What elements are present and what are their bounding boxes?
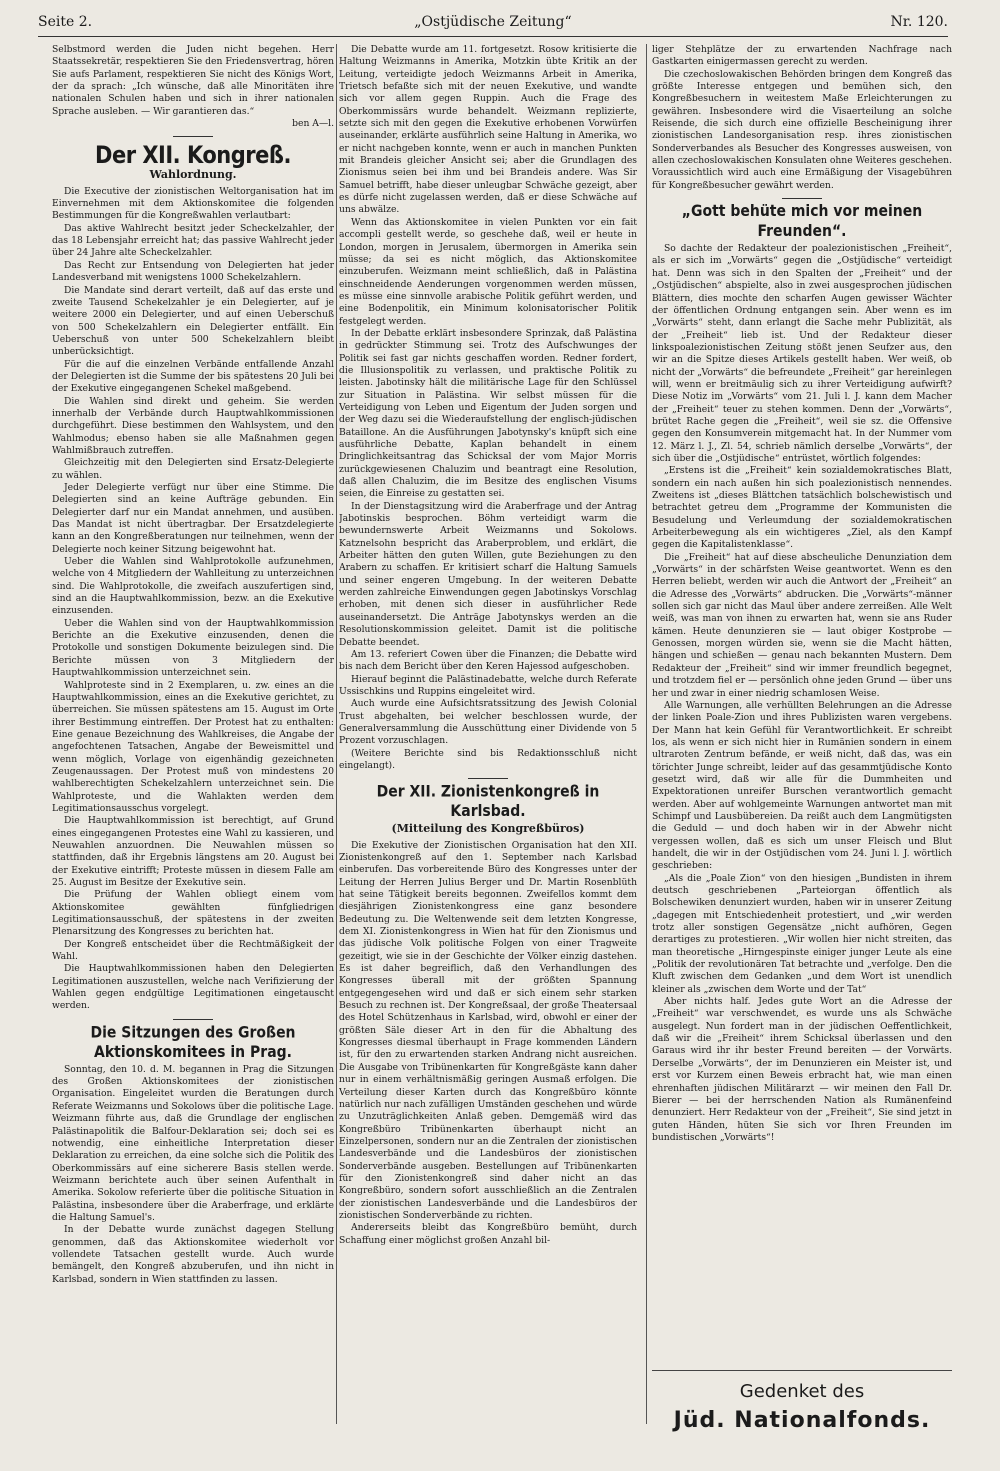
author-signature: ben A—l.: [292, 118, 334, 130]
divider: [173, 136, 213, 137]
headline-karlsbad-congress: Der XII. Zionistenkongreß in Karlsbad.: [376, 782, 600, 821]
paragraph: Die Executive der zionistischen Weltorganisation hat im Einvernehmen mit dem Aktionskomitee die folgenden Bestimmungen für die Kongreßwahlen verlautbart:: [52, 185, 334, 222]
paragraph: Hierauf beginnt die Palästinadebatte, welche durch Referate Ussischkins und Ruppins eingeleitet wird.: [339, 673, 637, 697]
paragraph: (Weitere Berichte sind bis Redaktionsschluß nicht eingelangt).: [339, 747, 637, 771]
paragraph: Ueber die Wahlen sind von der Hauptwahlkommission Berichte an die Exekutive einzusenden, denen die Protokolle und sonstigen Dokumente beizulegen sind. Die Berichte müssen von 3 Mitgliedern der Hauptwahlkommission unterzeichnet sein.: [52, 617, 334, 679]
divider: [782, 198, 822, 199]
advertisement-national-fund: [652, 1370, 952, 1443]
issue-number: Nr. 120.: [890, 14, 948, 30]
paragraph: „Erstens ist die „Freiheit“ kein sozialdemokratisches Blatt, sondern ein nach außen hin sich poalezionistisch nennendes. Zweitens ist „dieses Blättchen tatsächlich bolschewistisch und betrachtet getreu dem „Programme der Kommunisten die Besudelung und Verleumdung der sozialdemokratischen Arbeiterbewegung als ein wichtigeres „Ziel, als den Kampf gegen die Kapitalistenklasse“.: [652, 465, 952, 551]
paragraph: Wenn das Aktionskomitee in vielen Punkten vor ein fait accompli gestellt werde, so geschehe daß, weil er heute in London, morgen in Jerusalem, übermorgen in Amerika sein müsse; da sei es nicht möglich, das Aktionskomitee einzuberufen. Weizmann meint schließlich, daß in Palästina einschneidende Aenderungen vorgenommen werden müssen, es müsse eine sinnvolle arabische Politik geführt werden, und eine Bodenpolitik, ein Minimum kolonisatorischer Politik festgelegt werden.: [339, 216, 637, 327]
paragraph: Die Debatte wurde am 11. fortgesetzt. Rosow kritisierte die Haltung Weizmanns in Amerika, Motzkin übte Kritik an der Leitung, verteidigte jedoch Weizmanns Arbeit in Amerika, Trietsch befaßte sich mit der neuen Exekutive, und wandte sich vor allem gegen Ruppin. Auch die Frage des Oberkommissärs wurde behandelt. Weizmann replizierte, setzte sich mit den gegen die Exekutive erhobenen Vorwürfen auseinander, erklärte ausführlich seine Haltung in Amerika, wo er nicht nachgeben konnte, wenn er auch in manchen Punkten mit Brandeis gleicher Ansicht sei; aber die Grundlagen des Zionismus seien bei ihm und bei Brandeis andere. Was Sir Samuel betrifft, habe dieser unleugbar Schwäche gezeigt, aber es dürfe nicht zugelassen werden, daß er diese Schwäche auf uns abwälze.: [339, 44, 637, 216]
paragraph: Andererseits bleibt das Kongreßbüro bemüht, durch Schaffung einer möglichst großen Anzahl bil-: [339, 1222, 637, 1246]
column-divider: [646, 44, 647, 1424]
paragraph: Auch wurde eine Aufsichtsratssitzung des Jewish Colonial Trust abgehalten, bei welcher beschlossen wurde, der Generalversammlung die Ausschüttung einer Dividende von 5 Prozent vorzuschlagen.: [339, 698, 637, 747]
paragraph: Am 13. referiert Cowen über die Finanzen; die Debatte wird bis nach dem Bericht über den Keren Hajessod aufgeschoben.: [339, 648, 637, 673]
column-2: [339, 44, 637, 1454]
paragraph: Ueber die Wahlen sind Wahlprotokolle aufzunehmen, welche von 4 Mitgliedern der Wahlleitung zu unterzeichnen sind. Die Wahlprotokolle, die zweifach auszufertigen sind, sind an die Hauptwahlkommission, bezw. an die Exekutive einzusenden.: [52, 556, 334, 617]
column-3: [652, 44, 952, 1362]
paragraph: Aber nichts half. Jedes gute Wort an die Adresse der „Freiheit“ war verschwendet, es wurde uns als Schwäche ausgelegt. Nun fordert man in der jüdischen Oeffentlichkeit, daß wir die „Freiheit“ ihrem Schicksal überlassen und den Garaus wird ihr ihr bester Freund bereiten — der Vorwärts. Derselbe „Vorwärts“, der im Denunzieren ein Meister ist, und erst vor Kurzem einen Beweis erbracht hat, wie man einen ehrenhaften jüdischen Militärarzt — wir meinen den Fall Dr. Bierer — bei der herrschenden Nation als Rumänenfeind denunziert. Herr Redakteur von der „Freiheit“, Sie sind jetzt in guten Händen, hüten Sie sich vor Ihren Freunden im bundistischen „Vorwärts“!: [652, 996, 952, 1143]
article-text: Selbstmord werden die Juden nicht begehen. Herr Staatssekretär, respektieren Sie den Friedensvertrag, hören Sie aufs Parlament, respektieren Sie nicht des Königs Wort, der da sprach: „Ich wünsche, daß alle Minoritäten ihre nationalen Schulen haben und sich in ihrer nationalen Sprache ausleben. — Wir garantieren das.“: [52, 44, 334, 117]
paragraph: Sonntag, den 10. d. M. begannen in Prag die Sitzungen des Großen Aktionskomitees der zionistischen Organisation. Eingeleitet wurden die Beratungen durch Referate Weizmanns und Sokolows über die politische Lage. Weizmann führte aus, daß die Grundlage der englischen Palästinapolitik die Balfour-Deklaration sei; doch sei es notwendig, eine einheitliche Interpretation dieser Deklaration zu erreichen, da eine solche sich die Politik des Oberkommissärs auf eine sicherere Basis stellen werde. Weizmann berichtete auch über seinen Aufenthalt in Amerika. Sokolow referierte über die politische Situation in Palästina, insbesondere über die Araberfrage, und erklärte die Haltung Samuel's.: [52, 1063, 334, 1223]
ad-line-2: Jüd. Nationalfonds.: [673, 1408, 931, 1433]
headline-congress: Der XII. Kongreß.: [95, 141, 291, 170]
paragraph: In der Debatte erklärt insbesondere Sprinzak, daß Palästina in gedrückter Stimmung sei. Trotz des Aufschwunges der Politik sei fast gar nichts geschaffen worden. Redner fordert, die Illusionspolitik zu verlassen, und praktische Politik zu leisten. Jabotinsky hält die militärische Lage für den Schlüssel zur Situation in Palästina. Wir selbst müssen für die Verteidigung von Leben und Eigentum der Juden sorgen und der Weg dazu sei die Wiederaufstellung der englisch-jüdischen Bataillone. An die Ausführungen Jabotynsky's knüpft sich eine ausführliche Debatte, Kaplan behandelt in einem Dringlichkeitsantrag das Schicksal der vom Major Morris zurückgewiesenen Chaluzim und beantragt eine Resolution, daß allen Chaluzim, die im Besitze des englischen Visums seien, die Einreise zu gestatten sei.: [339, 327, 637, 500]
paragraph: „Als die „Poale Zion“ von den hiesigen „Bundisten in ihrem deutsch geschriebenen „Parteiorgan öffentlich als Bolschewiken denunziert wurden, haben wir in unserer Zeitung „dagegen mit Entschiedenheit protestiert, und „wir werden trotz aller sonstigen Gegensätze „nicht aufhören, Gegen derartiges zu protestieren. „Wir wollen hier nicht streiten, das man theoretische „Hirngespinste einiger junger Leute als eine „Politik der revolutionären Tat betrachte und „verfolge. Den die Kluft zwischen dem Gedanken „und dem Wort ist unendlich kleiner als „zwischen dem Worte und der Tat“: [652, 872, 952, 995]
column-divider: [336, 44, 337, 1424]
paragraph: Die Prüfung der Wahlen obliegt einem vom Aktionskomitee gewählten fünfgliedrigen Legitimationsausschuß, der spätestens in der zweiten Plenarsitzung des Kongresses zu berichten hat.: [52, 889, 334, 938]
paragraph: Die Wahlen sind direkt und geheim. Sie werden innerhalb der Verbände durch Hauptwahlkommissionen durchgeführt. Diese bestimmen den Wahlsystem, und den Wahlmodus; ebenso haben sie alle Maßnahmen gegen Wahlmißbrauch zutreffen.: [52, 395, 334, 456]
headline-action-committee: Die Sitzungen des Großen Aktionskomitees in Prag.: [90, 1023, 296, 1062]
paragraph: Der Kongreß entscheidet über die Rechtmäßigkeit der Wahl.: [52, 938, 334, 963]
paragraph: Gleichzeitig mit den Delegierten sind Ersatz-Delegierte zu wählen.: [52, 457, 334, 481]
paragraph: liger Stehplätze der zu erwartenden Nachfrage nach Gastkarten einigermassen gerecht zu werden.: [652, 44, 952, 68]
paragraph: Die Mandate sind derart verteilt, daß auf das erste und zweite Tausend Schekelzahler je ein Delegierter, auf je weitere 2000 ein Delegierter, und auf einen Ueberschuß von 500 Schekelzahlern ein Delegierter entfällt. Ein Ueberschuß von unter 500 Schekelzahlern bleibt unberücksichtigt.: [52, 284, 334, 358]
paragraph: Wahlproteste sind in 2 Exemplaren, u. zw. eines an die Hauptwahlkommission, eines an die Exekutive gerichtet, zu überreichen. Sie müssen spätestens am 15. August im Orte ihrer Bestimmung eintreffen. Der Protest hat zu enthalten: Eine genaue Bezeichnung des Wahlkreises, die Angabe der angefochtenen Tatsachen, Angabe der Beweismittel und wenn möglich, Vorlage von eigenhändig gezeichneten Zeugenaussagen. Der Protest muß von mindestens 20 wahlberechtigten Schekelzahlern unterzeichnet sein. Die Wahlproteste, und die Wahlakten werden dem Legitimationsausschus vorgelegt.: [52, 679, 334, 814]
paragraph: Die Exekutive der Zionistischen Organisation hat den XII. Zionistenkongreß auf den 1. September nach Karlsbad einberufen. Das vorbereitende Büro des Kongresses unter der Leitung der Herren Julius Berger und Dr. Martin Rosenblüth hat seine Tätigkeit bereits begonnen. Zweifellos kommt dem diesjährigen Zionistenkongress eine ganz besondere Bedeutung zu. Die Weltenwende seit dem letzten Kongresse, dem XI. Zionistenkongress in Wien hat für den Zionismus und das jüdische Volk politische Folgen von einer Tragweite gezeitigt, wie sie in der Geschichte der Völker einzig dastehen. Es ist daher begreiflich, daß den Verhandlungen des Kongresses überall mit der größten Spannung entgegengesehen wird und daß er sich einem sehr starken Besuch zu rechnen ist. Der Kongreßsaal, der große Theatersaal des Hotel Schützenhaus in Karlsbad, wird, obwohl er einer der größten Säle dieser Art in den für die Abhaltung des Kongresses diesmal überhaupt in Frage kommenden Ländern ist, für den zu erwartenden starken Andrang nicht ausreichen. Die Ausgabe von Tribünenkarten für Kongreßgäste kann daher nur in einem verhältnismäßig geringen Ausmaß erfolgen. Die Verteilung dieser Karten durch das Kongreßbüro könnte natürlich nur nach zufälligen Umständen geschehen und würde zu Unzuträglichkeiten Anlaß geben. Demgemäß wird das Kongreßbüro Tribünenkarten überhaupt nicht an Einzelpersonen, sondern nur an die Zentralen der zionistischen Landesverbände und die Landesbüros der zionistischen Sonderverbände ausgeben. Bestellungen auf Tribünenkarten für den Zionistenkongreß sind daher nicht an das Kongreßbüro, sondern sofort ausschließlich an die Zentralen der zionistischen Landesverbände und die Landesbüros der zionistischen Sonderverbände zu richten.: [339, 839, 637, 1221]
paragraph: Die czechoslowakischen Behörden bringen dem Kongreß das größte Interesse entgegen und bemühen sich, den Kongreßbesuchern in weitestem Maße Erleichterungen zu gewähren. Insbesondere wird die Visaerteilung an solche Reisende, die sich durch eine offizielle Bescheinigung ihrer zionistischen Landesorganisation resp. ihres zionistischen Sonderverbandes als Besucher des Kongresses ausweisen, von allen czechoslowakischen Konsulaten ohne Weiteres geschehen. Voraussichtlich wird auch eine Ermäßigung der Visagebühren für Kongreßbesucher gewährt werden.: [652, 68, 952, 191]
paragraph: Für die auf die einzelnen Verbände entfallende Anzahl der Delegierten ist die Summe der bis spätestens 20 Juli bei der Exekutive eingegangenen Schekel maßgebend.: [52, 358, 334, 395]
paragraph: Alle Warnungen, alle verhüllten Belehrungen an die Adresse der linken Poale-Zion und ihres Publizisten waren vergebens. Der Mann hat kein Gefühl für Verantwortlichkeit. Er schreibt los, als wenn er sich nicht hier in Rumänien sondern in einem ultraroten Zentrum befände, er weiß nicht, daß das, was ein törichter Junge schreibt, leider auf das gesammtjüdische Konto gesetzt wird, daß wir alle für die Dummheiten und Expektorationen unreifer Burschen verantwortlich gemacht werden. Aber auf wohlgemeinte Warnungen antwortet man mit Schimpf und Lausbübereien. Da reißt auch dem Langmütigsten die Geduld — und doch haben wir in der Abwehr nicht vergessen wollen, daß es sich um unser Fleisch und Blut handelt, die wir in der Ostjüdischen vom 24. Juni l. J. wörtlich geschrieben:: [652, 699, 952, 872]
paragraph: In der Debatte wurde zunächst dagegen Stellung genommen, daß das Aktionskomitee wiederholt vor vollendete Tatsachen gestellt wurde. Auch wurde bemängelt, den Kongreß abzuberufen, und ihn nicht in Karlsbad, sondern in Wien stattfinden zu lassen.: [52, 1224, 334, 1285]
paragraph: So dachte der Redakteur der poalezionistischen „Freiheit“, als er sich im „Vorwärts“ gegen die „Ostjüdische“ verteidigt hat. Denn was sich in den Spalten der „Freiheit“ und der „Ostjüdischen“ abspielte, also in zwei ausgesprochen jüdischen Blättern, dies mochte den scharfen Augen gewisser Wächter der öffentlichen Ordnung entgangen sein. Aber wenn es im „Vorwärts“ steht, dann erlangt die Sache mehr Publizität, als der „Freiheit“ lieb ist. Und der Redakteur dieser linkspoalezionistischen Zeitung stößt jenen Seufzer aus, den wir an die Spitze dieses Artikels gestellt haben. Wer weiß, ob nicht der „Vorwärts“ die befreundete „Freiheit“ gar hereinlegen will, wenn er breitmäulig sich zu ihrer Verteidigung aufwirft? Diese Notiz im „Vorwärts“ vom 21. Juli l. J. kann dem Macher der „Freiheit“ teuer zu stehen kommen. Denn der „Vorwärts“, brütet Rache gegen die „Freiheit“, weil sie sz. die Offensive gegen den Konsumverein mitgemacht hat. In der Nummer vom 12. März l. J., Zl. 54, schrieb nämlich derselbe „Vorwärts“, der sich über die „Ostjüdische“ entrüstet, wörtlich folgendes:: [652, 243, 952, 464]
divider: [468, 778, 508, 779]
subheadline-election-rules: Wahlordnung.: [149, 168, 237, 182]
paragraph: In der Dienstagsitzung wird die Araberfrage und der Antrag Jabotinskis besprochen. Böhm verteidigt warm die bewundernswerte Arbeit Weizmanns und Sokolows. Katznelsohn bespricht das Araberproblem, und erklärt, die Arbeiter hätten den guten Willen, gute Beziehungen zu den Arabern zu schaffen. Er kritisiert scharf die Haltung Samuels und seiner engeren Umgebung. In der weiteren Debatte werden zahlreiche Einwendungen gegen Jabotinskys Vorschlag erhoben, mit denen sich dieser in ausführlicher Rede auseinandersetzt. Die Anträge Jabotynskys werden an die Resolutionskommission geleitet. Damit ist die politische Debatte beendet.: [339, 500, 637, 648]
paragraph: Das Recht zur Entsendung von Delegierten hat jeder Landesverband mit wenigstens 1000 Schekelzahlern.: [52, 259, 334, 284]
divider: [173, 1019, 213, 1020]
page-number: Seite 2.: [38, 14, 93, 30]
ad-line-1: Gedenket des: [739, 1381, 865, 1402]
paragraph: Jeder Delegierte verfügt nur über eine Stimme. Die Delegierten sind an keine Aufträge gebunden. Ein Delegierter darf nur ein Mandat annehmen, und ausüben. Das Mandat ist nicht übertragbar. Der Ersatzdelegierte kann an den Kongreßberatungen nur teilnehmen, wenn der Delegierte noch keiner Sitzung beigewohnt hat.: [52, 482, 334, 555]
paragraph: Das aktive Wahlrecht besitzt jeder Scheckelzahler, der das 18 Lebensjahr erreicht hat; das passive Wahlrecht jeder über 24 Jahre alte Scheckelzahler.: [52, 222, 334, 259]
paragraph: Die Hauptwahlkommission ist berechtigt, auf Grund eines eingegangenen Protestes eine Wahl zu kassieren, und Neuwahlen anzuordnen. Die Neuwahlen müssen so stattfinden, daß ihr Ergebnis längstens am 20. August bei der Exekutive eintrifft; Proteste müssen in diesem Falle am 25. August im Besitze der Exekutive sein.: [52, 815, 334, 888]
headline-friends: „Gott behüte mich vor meinen Freunden“.: [681, 202, 923, 241]
paragraph: Die „Freiheit“ hat auf diese abscheuliche Denunziation dem „Vorwärts“ in der schärfsten Weise geantwortet. Wenn es den Herren beliebt, werden wir auch die Antwort der „Freiheit“ an die Adresse des „Vorwärts“ abdrucken. Die „Vorwärts“-männer sollen sich gar nicht das Maul über andere zerreißen. Alle Welt weiß, was man von ihnen zu erwarten hat, wenn sie ans Ruder kämen. Heute denunzieren sie — laut obiger Kostprobe — Genossen, morgen würden sie, wenn sie die Macht hätten, hängen und schießen — genau nach bekannten Mustern. Dem Redakteur der „Freiheit“ sind wir immer freundlich begegnet, und trotzdem fiel er — persönlich ohne jeden Grund — über uns her und zwar in einer niedrig schamlosen Weise.: [652, 551, 952, 699]
newspaper-title: „Ostjüdische Zeitung“: [414, 14, 572, 30]
page-header: [38, 6, 948, 37]
paragraph: Die Hauptwahlkommissionen haben den Delegierten Legitimationen auszustellen, welche nach Verifizierung der Wahlen gegen endgültige Legitimationen eingetauscht werden.: [52, 963, 334, 1012]
subheadline-congress-office: (Mitteilung des Kongreßbüros): [391, 822, 585, 836]
column-1: [52, 44, 334, 1454]
